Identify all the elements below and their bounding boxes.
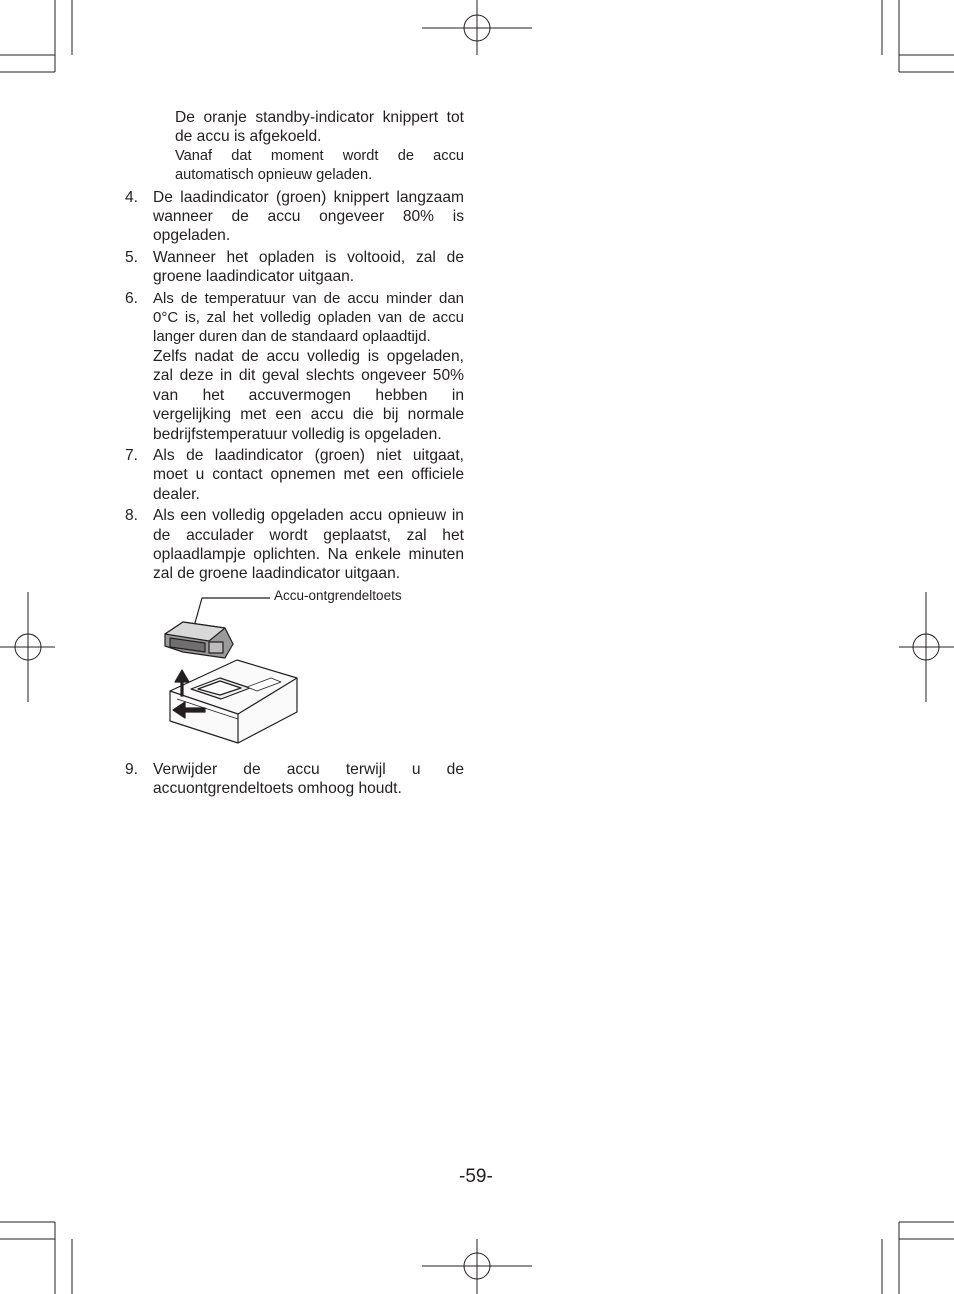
charger-illustration [125, 586, 464, 754]
intro-line-1: De oranje standby-indicator knippert tot de accu is afgekoeld. [175, 109, 464, 146]
item-number: 6. [125, 289, 139, 307]
instructions-column [125, 108, 464, 799]
item-text: Als de temperatuur van de accu minder dan 0°C is, zal het volledig opladen van de accu langer duren dan de standaard oplaadtijd. [153, 289, 464, 346]
list-item-6 [125, 289, 464, 444]
list-item-4 [125, 188, 464, 246]
item-number: 5. [125, 248, 139, 266]
intro-line-2: Vanaf dat moment wordt de accu automatisch opnieuw geladen. [175, 147, 464, 184]
item-text: Als een volledig opgeladen accu opnieuw in de acculader wordt geplaatst, zal het oplaadlampje oplichten. Na enkele minuten zal de groene laadindicator uitgaan. [153, 507, 464, 583]
list-item-8 [125, 506, 464, 584]
charger-figure [125, 586, 464, 754]
item-text: Verwijder de accu terwijl u de accuontgrendeltoets omhoog houdt. [153, 760, 464, 798]
list-item-5 [125, 248, 464, 287]
item-number: 7. [125, 446, 139, 464]
item-text-continued: Zelfs nadat de accu volledig is opgeladen, zal deze in dit geval slechts ongeveer 50% van het accuvermogen hebben in vergelijking met een accu die bij normale bedrijfstemperatuur volledig is opgeladen. [153, 347, 464, 443]
item-text: De laadindicator (groen) knippert langzaam wanneer de accu ongeveer 80% is opgeladen. [153, 188, 464, 245]
item-text: Als de laadindicator (groen) niet uitgaat, moet u contact opnemen met een officiele dealer. [153, 446, 464, 503]
item-number: 9. [125, 760, 139, 778]
list-item-9 [125, 760, 464, 799]
item-number: 4. [125, 188, 139, 206]
item-text: Wanneer het opladen is voltooid, zal de groene laadindicator uitgaan. [153, 248, 464, 286]
list-item-7 [125, 446, 464, 504]
figure-callout: Accu-ontgrendeltoets [274, 587, 402, 603]
page-number: -59- [459, 1166, 493, 1187]
item-number: 8. [125, 507, 139, 525]
